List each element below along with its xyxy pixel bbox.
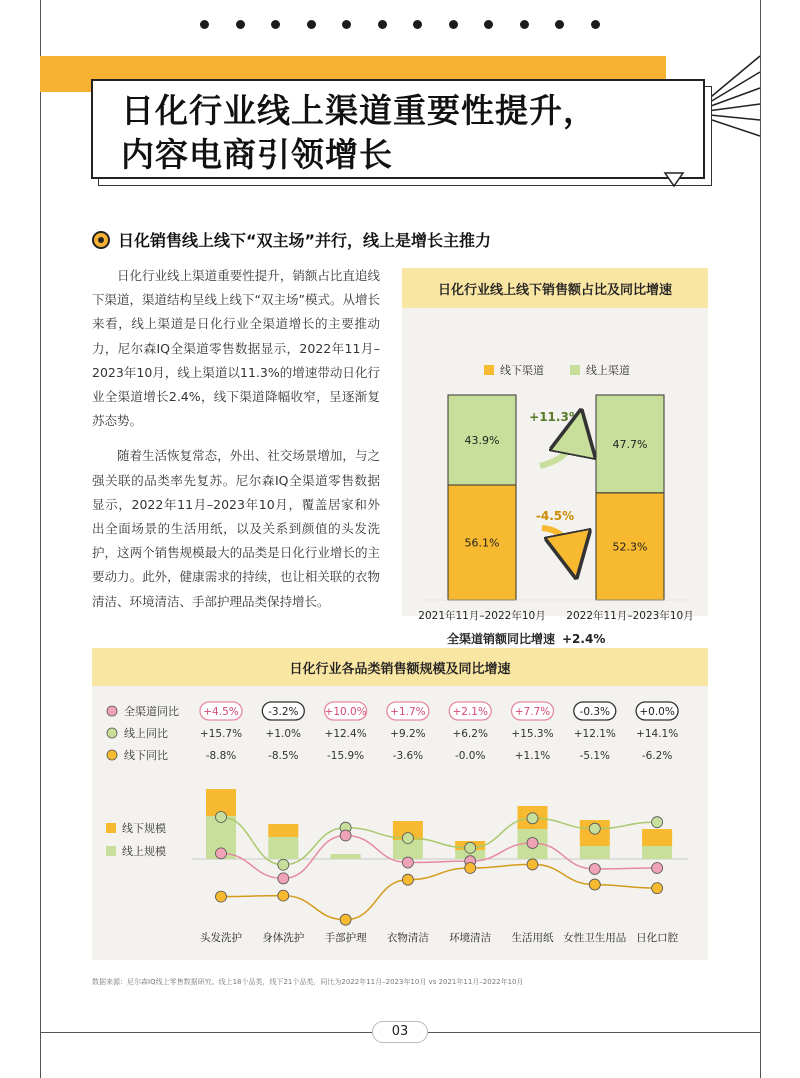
online-yoy-point-3	[402, 833, 413, 844]
chart2-plot	[92, 686, 708, 960]
category-label-3: 衣物清洁	[386, 932, 429, 944]
online-scale-bar-6	[580, 846, 610, 859]
total-yoy-value-3: +1.7%	[390, 706, 426, 718]
online-yoy-value-1: +1.0%	[265, 728, 302, 740]
offline-yoy-value-1: -8.5%	[268, 750, 299, 762]
footer-label: 全渠道销额同比增速	[446, 632, 555, 646]
chart2-title: 日化行业各品类销售额规模及同比增速	[92, 648, 708, 686]
section-heading	[92, 228, 491, 251]
offline-scale-label: 线下规模	[122, 822, 166, 835]
offline-yoy-value-4: -0.0%	[454, 750, 486, 762]
offline-yoy-value-7: -6.2%	[641, 750, 673, 762]
category-label-0: 头发洗护	[200, 932, 242, 944]
total-yoy-value-0: +4.5%	[203, 706, 239, 718]
total-yoy-point-7	[652, 863, 663, 874]
online-scale-swatch	[106, 846, 116, 856]
bar-label-offline-1: 52.3%	[612, 540, 648, 554]
total-yoy-value-6: -0.3%	[579, 706, 611, 718]
legend-online-swatch	[570, 365, 580, 375]
online-scale-bar-2	[331, 854, 361, 859]
total-yoy-marker	[107, 706, 117, 716]
online-yoy-point-5	[527, 813, 538, 824]
online-scale-bar-7	[642, 846, 672, 859]
chart1-plot	[402, 308, 708, 646]
category-chart	[92, 648, 708, 960]
legend-offline-label: 线下渠道	[500, 364, 544, 377]
online-growth-label: +11.3%	[529, 410, 581, 424]
online-yoy-point-0	[216, 811, 227, 822]
category-label-1: 2022年11月–2023年10月	[566, 610, 694, 622]
frame-right-line	[760, 0, 761, 1078]
offline-yoy-point-1	[278, 890, 289, 901]
title-triangle-icon	[664, 172, 684, 188]
online-yoy-value-3: +9.2%	[390, 728, 426, 740]
online-yoy-label: 线上同比	[124, 727, 168, 740]
frame-left-line	[40, 0, 41, 1078]
total-yoy-value-1: -3.2%	[268, 706, 299, 718]
paragraph-1: 日化行业线上渠道重要性提升，销额占比直追线下渠道，渠道结构呈线上线下“双主场”模式。从增长来看，线上渠道是日化行业全渠道增长的主要推动力，尼尔森IQ全渠道零售数据显示，2022年11月–2023年10月，线上渠道以11.3%的增速带动日化行业全渠道增长2.4%，线下渠道降幅收窄，呈逐渐复苏态势。	[92, 268, 380, 429]
category-label-2: 手部护理	[324, 932, 367, 944]
channel-share-chart	[402, 268, 708, 646]
online-yoy-point-1	[278, 859, 289, 870]
online-yoy-point-6	[589, 823, 600, 834]
offline-yoy-point-2	[340, 914, 351, 925]
paragraph-2: 随着生活恢复常态，外出、社交场景增加，与之强关联的品类率先复苏。尼尔森IQ全渠道零售数据显示，2022年11月–2023年10月，覆盖居家和外出全面场景的生活用纸，以及关系到颜值的头发洗护，这两个销售规模最大的品类是日化行业增长的主要动力。此外，健康需求的持续，也让相关联的衣物清洁、环境清洁、手部护理品类保持增长。	[92, 448, 380, 609]
online-scale-label: 线上规模	[122, 845, 166, 858]
online-yoy-point-7	[652, 817, 663, 828]
total-yoy-label: 全渠道同比	[124, 705, 179, 718]
offline-growth-arrow-icon	[542, 528, 572, 556]
online-yoy-value-5: +15.3%	[511, 728, 554, 740]
target-icon	[92, 231, 110, 249]
online-yoy-value-0: +15.7%	[199, 728, 243, 740]
offline-yoy-label: 线下同比	[124, 749, 168, 762]
section-heading-text: 日化销售线上线下“双主场”并行，线上是增长主推力	[118, 231, 492, 250]
page-title	[121, 89, 703, 177]
online-scale-bar-1	[268, 837, 298, 859]
online-yoy-marker	[107, 728, 117, 738]
offline-yoy-point-0	[216, 891, 227, 902]
decorative-rays	[700, 48, 800, 158]
page-title-line1: 日化行业线上渠道重要性提升，	[121, 91, 597, 130]
offline-scale-bar-1	[268, 824, 298, 837]
online-yoy-value-4: +6.2%	[452, 728, 488, 740]
offline-yoy-value-6: -5.1%	[579, 750, 611, 762]
page-number: 03	[372, 1021, 428, 1043]
offline-scale-swatch	[106, 823, 116, 833]
total-yoy-point-0	[216, 848, 227, 859]
title-box	[91, 79, 705, 179]
offline-yoy-marker	[107, 750, 117, 760]
category-label-4: 环境清洁	[449, 932, 492, 944]
total-yoy-value-4: +2.1%	[452, 706, 488, 718]
body-text	[92, 264, 380, 625]
offline-yoy-point-7	[652, 883, 663, 894]
bar-label-online-0: 43.9%	[464, 433, 500, 447]
total-yoy-point-5	[527, 837, 538, 848]
source-note: 数据来源：尼尔森IQ线上零售数据研究。线上18个品类，线下21个品类，同比为2022年11月–2023年10月 vs 2021年11月–2022年10月	[92, 978, 524, 986]
decorative-dots	[200, 20, 600, 32]
category-label-1: 身体洗护	[262, 932, 305, 944]
legend-online-label: 线上渠道	[586, 364, 630, 377]
offline-scale-bar-7	[642, 829, 672, 846]
category-label-6: 女性卫生用品	[563, 932, 627, 944]
frame-bottom-right-line	[428, 1032, 760, 1033]
online-yoy-value-2: +12.4%	[324, 728, 367, 740]
category-label-5: 生活用纸	[511, 932, 554, 944]
online-growth-arrow-icon	[540, 432, 577, 466]
legend-offline-swatch	[484, 365, 494, 375]
total-yoy-value-5: +7.7%	[514, 706, 551, 718]
offline-yoy-value-5: +1.1%	[514, 750, 551, 762]
frame-bottom-left-line	[40, 1032, 372, 1033]
offline-yoy-value-0: -8.8%	[205, 750, 237, 762]
offline-yoy-point-5	[527, 859, 538, 870]
bar-label-online-1: 47.7%	[612, 437, 648, 451]
chart1-title: 日化行业线上线下销售额占比及同比增速	[402, 268, 708, 308]
online-yoy-value-7: +14.1%	[636, 728, 679, 740]
total-yoy-point-1	[278, 873, 289, 884]
offline-growth-label: -4.5%	[535, 509, 575, 523]
category-label-0: 2021年11月–2022年10月	[418, 610, 546, 622]
offline-yoy-value-3: -3.6%	[392, 750, 424, 762]
offline-yoy-point-6	[589, 879, 600, 890]
total-yoy-value-2: +10.0%	[324, 706, 367, 718]
total-yoy-point-3	[402, 857, 413, 868]
online-yoy-value-6: +12.1%	[573, 728, 616, 740]
page-title-line2: 内容电商引领增长	[121, 135, 393, 174]
total-yoy-value-7: +0.0%	[639, 706, 675, 718]
footer-value: +2.4%	[562, 632, 606, 646]
offline-yoy-value-2: -15.9%	[327, 750, 365, 762]
total-yoy-point-2	[340, 830, 351, 841]
online-yoy-point-4	[465, 842, 476, 853]
total-yoy-point-6	[589, 863, 600, 874]
category-label-7: 日化口腔	[636, 932, 679, 944]
bar-label-offline-0: 56.1%	[464, 536, 500, 550]
offline-yoy-point-4	[465, 863, 476, 874]
offline-yoy-point-3	[402, 874, 413, 885]
